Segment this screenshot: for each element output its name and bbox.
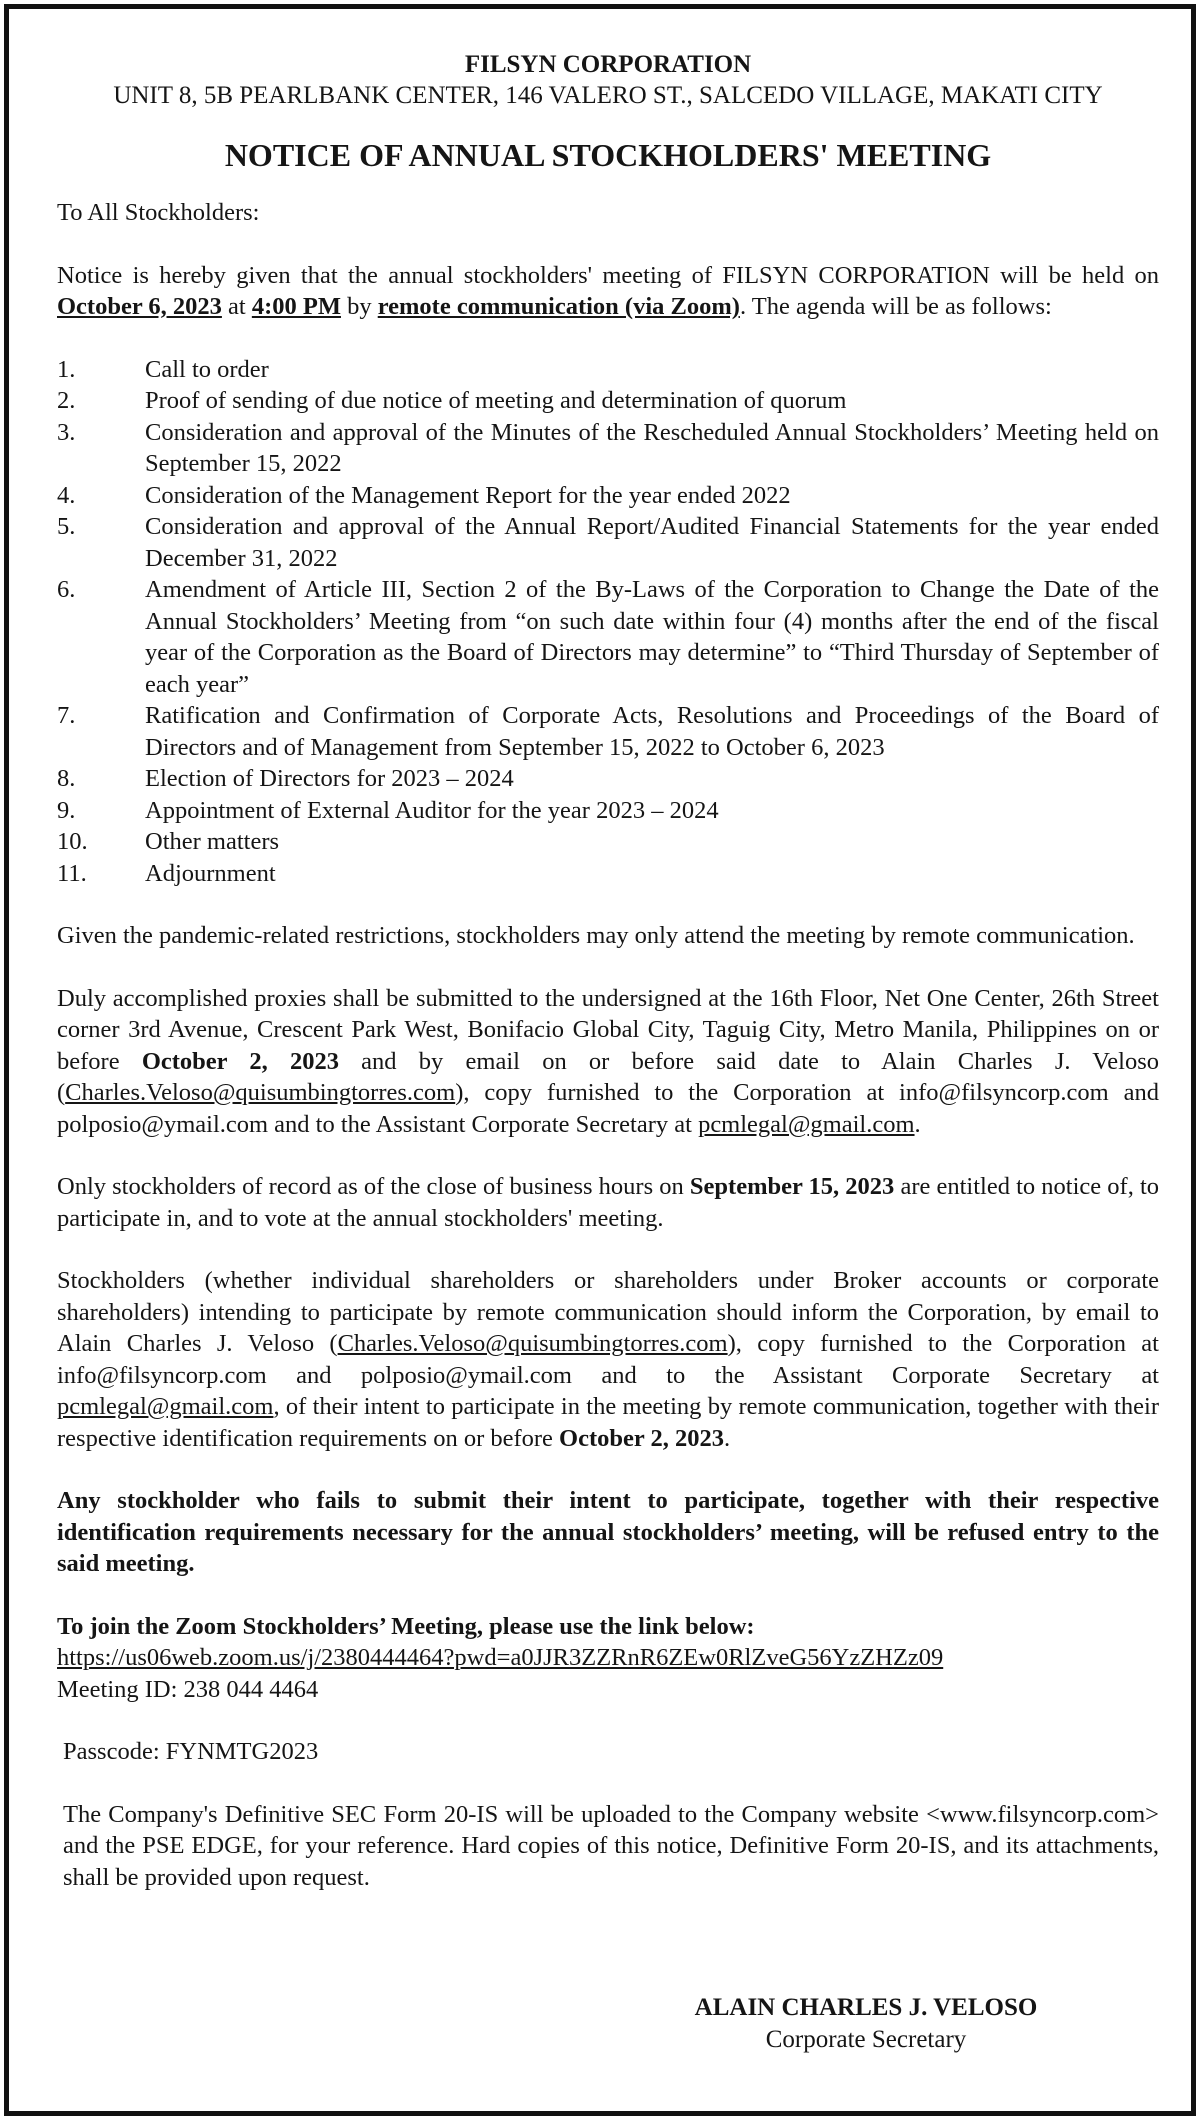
agenda-number: 1. [57,355,76,383]
agenda-number: 3. [57,418,76,446]
proxies-paragraph [57,983,1159,1141]
agenda-text: Election of Directors for 2023 – 2024 [145,765,514,792]
agenda-text: Amendment of Article III, Section 2 of the By-Laws of the Corporation to Change the Date of the Annual Stockholders’ Meeting from “on such date within four (4) months after the end of the fiscal year of the Corporation as the Board of Directors may determine” to “Third Thursday of September of each year” [145,576,1159,698]
agenda-number: 4. [57,481,76,509]
agenda-text: Ratification and Confirmation of Corporate Acts, Resolutions and Proceedings of the Board of Directors and of Management from September 15, 2022 to October 6, 2023 [145,702,1159,761]
intro-paragraph [57,260,1159,323]
intro-text-3: by [340,293,378,320]
notice-content [57,49,1159,1893]
passcode: Passcode: FYNMTG2023 [63,1738,319,1765]
agenda-item [57,826,1159,858]
meeting-mode: remote communication (via Zoom) [377,293,740,320]
agenda-text: Other matters [145,828,280,855]
pcmlegal-email-link[interactable]: pcmlegal@gmail.com [57,1393,274,1420]
meeting-time: 4:00 PM [251,293,341,320]
agenda-text: Appointment of External Auditor for the year 2023 – 2024 [145,796,719,824]
agenda-number: 5. [57,513,76,540]
proxies-text-2: and by email on or before said date to Alain Charles J. Veloso ( [57,1047,1159,1106]
veloso-email-link[interactable]: Charles.Veloso@quisumbingtorres.com [65,1079,456,1106]
pcmlegal-email-link[interactable]: pcmlegal@gmail.com [698,1110,915,1138]
participation-text-3: , of their intent to participate in the meeting by remote communication, together with their respective identification requirements on or before [57,1393,1159,1452]
agenda-text: Call to order [145,355,269,383]
meeting-id: Meeting ID: 238 044 4464 [57,1675,319,1703]
salutation: To All Stockholders: [57,199,260,226]
intro-text-1: Notice is hereby given that the annual stockholders' meeting of FILSYN CORPORATION will be held on [57,261,1159,289]
meeting-date: October 6, 2023 [57,293,222,320]
veloso-email-link[interactable]: Charles.Veloso@quisumbingtorres.com [337,1330,728,1357]
agenda-text: Adjournment [145,859,276,887]
agenda-number: 11. [57,859,87,887]
record-text-2: are entitled to notice of, to participate in, and to vote at the annual stockholders' meeting. [57,1173,1160,1232]
intent-deadline: October 2, 2023 [559,1424,724,1452]
refusal-warning: Any stockholder who fails to submit their intent to participate, together with their respective identification requirements necessary for the annual stockholders’ meeting, will be refused entry to the said meeting. [57,1487,1159,1577]
closing-paragraph: The Company's Definitive SEC Form 20-IS will be uploaded to the Company website <www.filsyncorp.com> and the PSE EDGE, for your reference. Hard copies of this notice, Definitive Form 20-IS, and its attachments, shall be provided upon request. [63,1800,1159,1891]
zoom-link[interactable]: https://us06web.zoom.us/j/2380444464?pwd=a0JJR3ZZRnR6ZEw0RlZveG56YzZHZz09 [57,1644,944,1671]
participation-text-2: ), copy furnished to the Corporation at info@filsyncorp.com and polposio@ymail.com and to the Assistant Corporate Secretary at [57,1330,1159,1389]
intro-text-4: . The agenda will be as follows: [739,293,1052,320]
record-text-1: Only stockholders of record as of the close of business hours on [57,1173,690,1200]
participation-paragraph [57,1265,1159,1454]
proxies-text-4: . [914,1110,921,1138]
agenda-item [57,354,1159,386]
intro-text-2: at [221,293,252,320]
agenda-item [57,417,1159,480]
zoom-heading: To join the Zoom Stockholders’ Meeting, please use the link below: [57,1612,755,1640]
agenda-item [57,480,1159,512]
agenda-item [57,574,1159,700]
proxy-deadline: October 2, 2023 [141,1047,339,1075]
participation-text-1: Stockholders (whether individual shareholders or shareholders under Broker accounts or corporate shareholders) intending to participate by remote communication should inform the Corporation, by email to Alain Charles J. Veloso ( [57,1267,1159,1357]
participation-text-4: . [723,1424,731,1452]
agenda-number: 9. [57,796,76,824]
record-date: September 15, 2023 [689,1173,895,1200]
proxies-text-3: ), copy furnished to the Corporation at info@filsyncorp.com and polposio@ymail.com and to the Assistant Corporate Secretary at [57,1079,1159,1138]
proxies-text-1: Duly accomplished proxies shall be submitted to the undersigned at the 16th Floor, Net One Center, 26th Street corner 3rd Avenue, Crescent Park West, Bonifacio Global City, Taguig City, Metro Manila, Philippines on or before [57,984,1159,1075]
agenda-text: Consideration and approval of the Annual Report/Audited Financial Statements for the year ended December 31, 2022 [145,513,1159,572]
agenda-text: Consideration of the Management Report for the year ended 2022 [145,481,791,509]
company-name: FILSYN CORPORATION [464,51,752,78]
agenda-item [57,858,1159,890]
company-address: UNIT 8, 5B PEARLBANK CENTER, 146 VALERO ST., SALCEDO VILLAGE, MAKATI CITY [113,82,1103,109]
notice-title: NOTICE OF ANNUAL STOCKHOLDERS' MEETING [224,137,992,173]
agenda-item [57,385,1159,417]
agenda-item [57,700,1159,763]
signatory-title: Corporate Secretary [765,2026,967,2053]
record-date-paragraph [57,1171,1159,1234]
agenda-item [57,511,1159,574]
agenda-item [57,795,1159,827]
agenda-text: Consideration and approval of the Minutes of the Rescheduled Annual Stockholders’ Meeting held on September 15, 2022 [145,418,1159,477]
agenda-number: 7. [57,702,76,729]
pandemic-paragraph: Given the pandemic-related restrictions, stockholders may only attend the meeting by remote communication. [57,922,1135,949]
agenda-number: 8. [57,765,76,792]
notice-page [4,4,1196,2116]
agenda-list [57,354,1159,890]
agenda-text: Proof of sending of due notice of meeting and determination of quorum [145,387,847,414]
agenda-item [57,763,1159,795]
agenda-number: 10. [57,828,88,855]
agenda-number: 6. [57,576,76,603]
agenda-number: 2. [57,387,76,414]
signatory-name: ALAIN CHARLES J. VELOSO [694,1994,1038,2021]
